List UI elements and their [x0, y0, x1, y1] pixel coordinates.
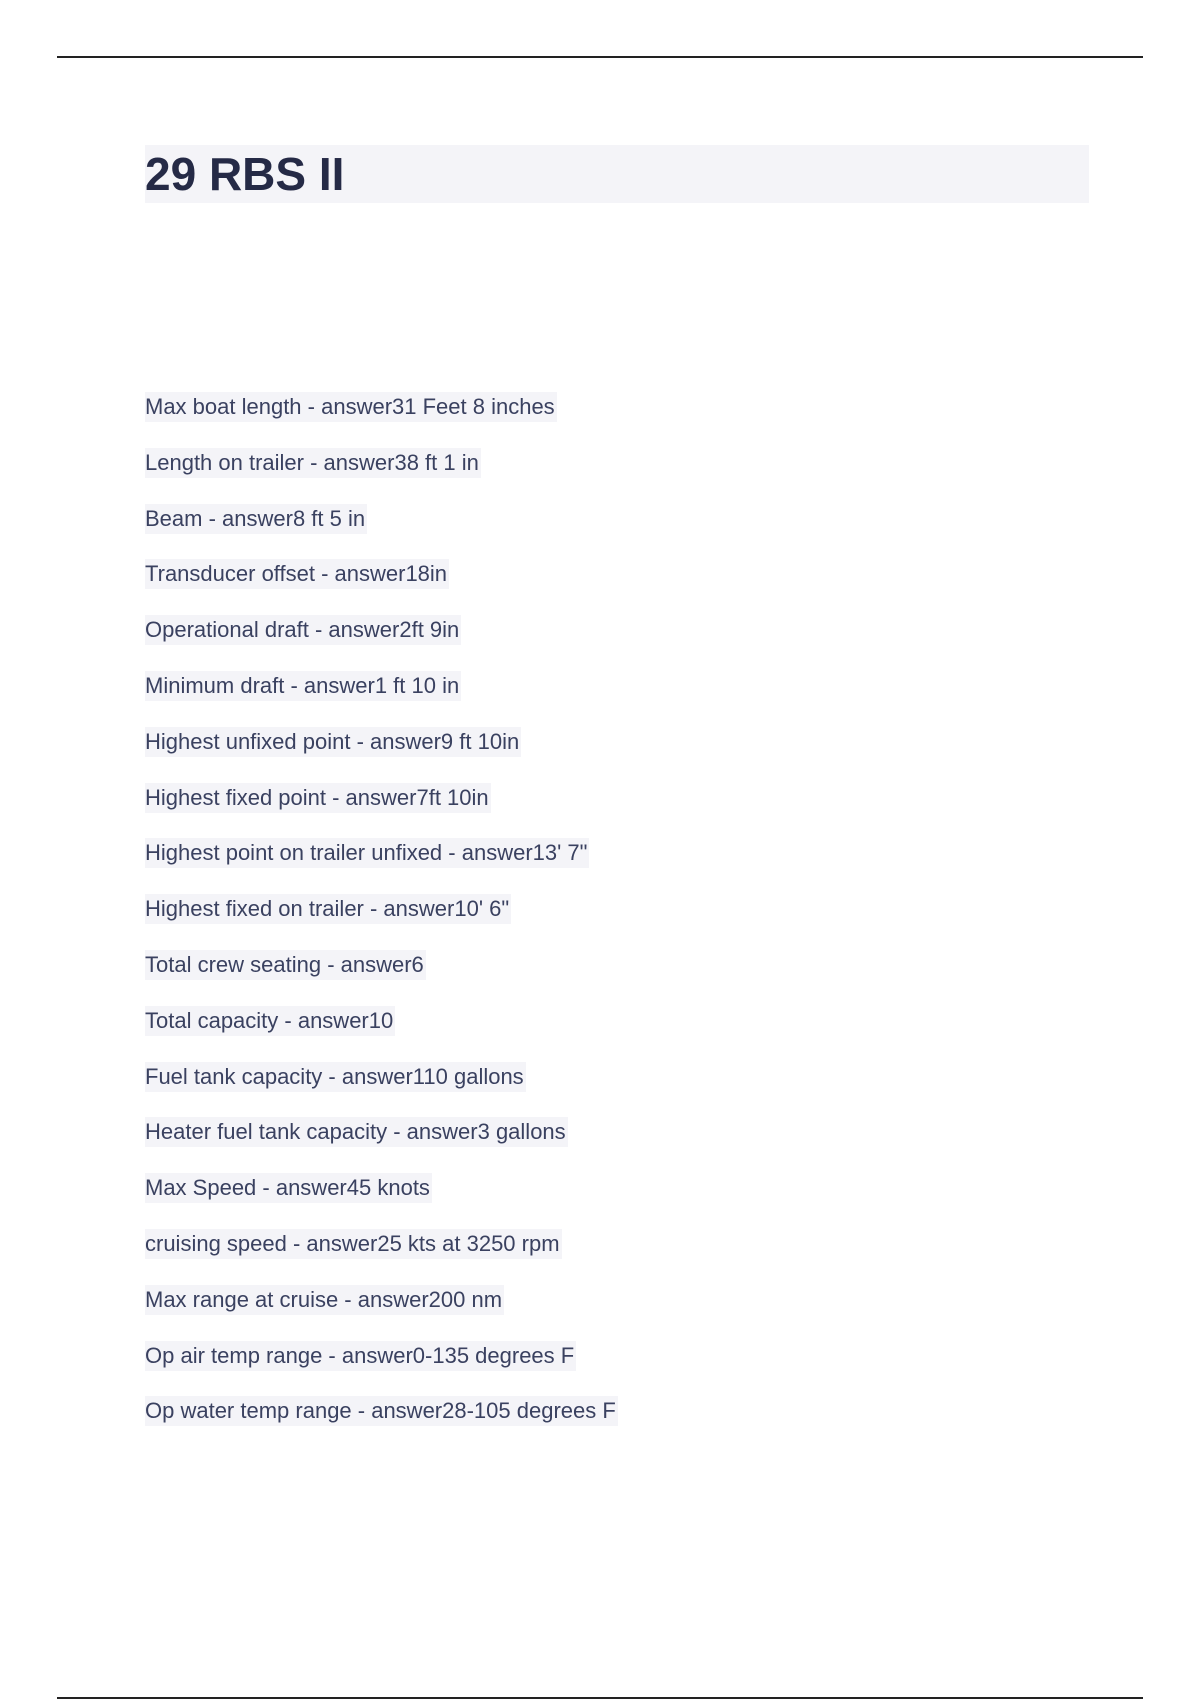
qa-text: Fuel tank capacity - answer110 gallons [145, 1062, 526, 1092]
qa-text: Highest fixed point - answer7ft 10in [145, 783, 491, 813]
bottom-rule [57, 1697, 1143, 1699]
qa-text: Total crew seating - answer6 [145, 950, 426, 980]
list-item [145, 1117, 618, 1173]
list-item [145, 838, 618, 894]
document-title: 29 RBS II [145, 148, 345, 200]
list-item [145, 950, 618, 1006]
qa-list [145, 392, 618, 1452]
qa-text: cruising speed - answer25 kts at 3250 rpm [145, 1229, 562, 1259]
list-item [145, 1285, 618, 1341]
list-item [145, 1062, 618, 1118]
qa-text: Beam - answer8 ft 5 in [145, 504, 367, 534]
top-rule [57, 56, 1143, 58]
list-item [145, 894, 618, 950]
qa-text: Highest point on trailer unfixed - answer13' 7" [145, 838, 589, 868]
qa-text: Max range at cruise - answer200 nm [145, 1285, 504, 1315]
list-item [145, 1396, 618, 1452]
list-item [145, 671, 618, 727]
list-item [145, 615, 618, 671]
qa-text: Op air temp range - answer0-135 degrees F [145, 1341, 576, 1371]
list-item [145, 559, 618, 615]
list-item [145, 1006, 618, 1062]
list-item [145, 448, 618, 504]
qa-text: Minimum draft - answer1 ft 10 in [145, 671, 461, 701]
qa-text: Highest fixed on trailer - answer10' 6" [145, 894, 511, 924]
qa-text: Op water temp range - answer28-105 degrees F [145, 1396, 618, 1426]
qa-text: Length on trailer - answer38 ft 1 in [145, 448, 481, 478]
qa-text: Total capacity - answer10 [145, 1006, 395, 1036]
list-item [145, 727, 618, 783]
list-item [145, 504, 618, 560]
list-item [145, 392, 618, 448]
qa-text: Max boat length - answer31 Feet 8 inches [145, 392, 557, 422]
list-item [145, 783, 618, 839]
qa-text: Max Speed - answer45 knots [145, 1173, 432, 1203]
qa-text: Heater fuel tank capacity - answer3 gallons [145, 1117, 568, 1147]
qa-text: Transducer offset - answer18in [145, 559, 449, 589]
list-item [145, 1173, 618, 1229]
list-item [145, 1229, 618, 1285]
qa-text: Highest unfixed point - answer9 ft 10in [145, 727, 521, 757]
list-item [145, 1341, 618, 1397]
qa-text: Operational draft - answer2ft 9in [145, 615, 461, 645]
